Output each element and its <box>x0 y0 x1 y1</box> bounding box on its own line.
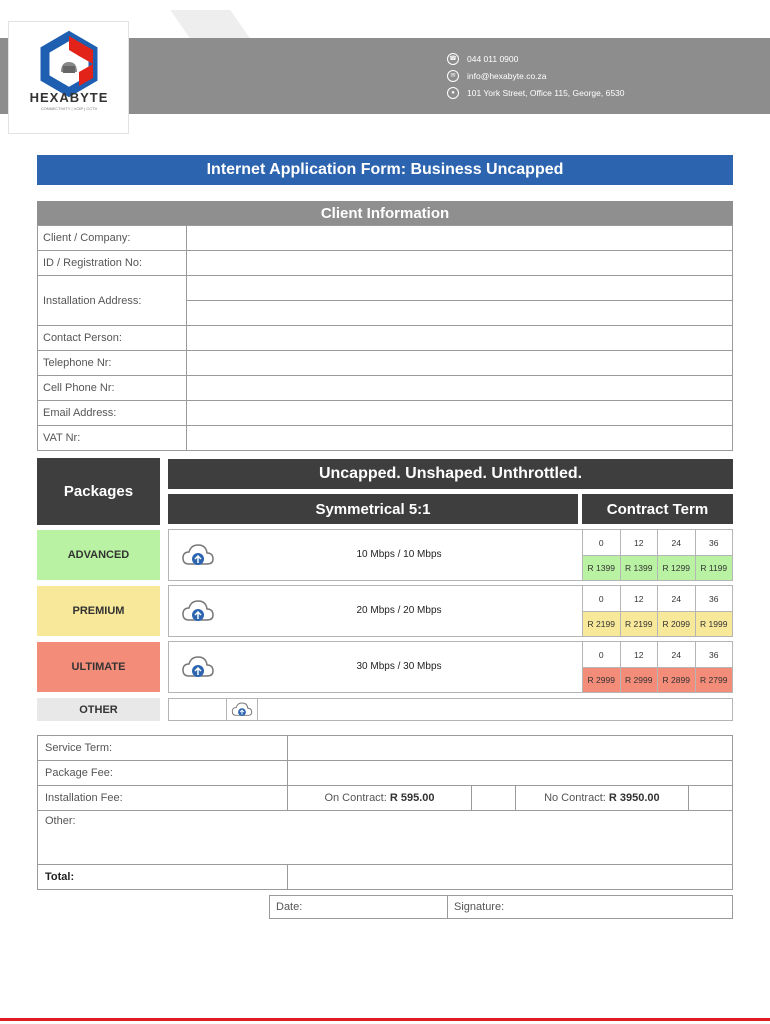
term-24: 24 <box>657 642 695 667</box>
other-icon-cell <box>227 699 258 720</box>
header-decoration <box>170 10 250 38</box>
email-label: Email Address: <box>38 401 187 426</box>
package-fee-field[interactable] <box>288 761 733 786</box>
address-text: 101 York Street, Office 115, George, 6530 <box>467 88 625 98</box>
vat-field[interactable] <box>187 426 733 451</box>
term-36: 36 <box>695 586 733 611</box>
package-other-label[interactable]: OTHER <box>37 698 160 721</box>
contact-email <box>447 69 547 83</box>
vat-label: VAT Nr: <box>38 426 187 451</box>
on-contract-option <box>288 786 472 811</box>
package-speed: 20 Mbps / 20 Mbps <box>356 604 442 616</box>
service-term-label: Service Term: <box>38 736 288 761</box>
phone-icon: ☎ <box>447 53 459 65</box>
table-row <box>38 276 733 301</box>
term-36: 36 <box>695 530 733 555</box>
package-ultimate-row[interactable] <box>168 641 733 693</box>
price-cell: R 1399 <box>620 555 658 580</box>
table-row <box>38 761 733 786</box>
price-grid <box>582 530 732 580</box>
logo-tagline: CONNECTIVITY | VOIP | CCTV <box>40 106 98 111</box>
installation-address-field-2[interactable] <box>187 301 733 326</box>
installation-address-label: Installation Address: <box>38 276 187 326</box>
total-label: Total: <box>38 865 288 890</box>
package-other-row[interactable] <box>168 698 733 721</box>
client-info-table <box>37 225 733 451</box>
price-grid <box>582 586 732 636</box>
contact-person-label: Contact Person: <box>38 326 187 351</box>
form-title: Internet Application Form: Business Uncapped <box>37 155 733 185</box>
contact-person-field[interactable] <box>187 326 733 351</box>
other-label: Other: <box>45 815 76 827</box>
table-row <box>38 426 733 451</box>
client-company-label: Client / Company: <box>38 226 187 251</box>
other-notes-field[interactable] <box>38 811 733 865</box>
package-premium-label[interactable]: PREMIUM <box>37 586 160 636</box>
cell-phone-label: Cell Phone Nr: <box>38 376 187 401</box>
table-row <box>38 865 733 890</box>
table-row <box>38 251 733 276</box>
price-cell: R 2099 <box>657 611 695 636</box>
price-cell: R 2999 <box>582 667 620 692</box>
service-term-field[interactable] <box>288 736 733 761</box>
total-field[interactable] <box>288 865 733 890</box>
package-advanced-row[interactable] <box>168 529 733 581</box>
email-text: info@hexabyte.co.za <box>467 71 547 81</box>
table-row <box>38 786 733 811</box>
price-cell: R 1399 <box>582 555 620 580</box>
no-contract-label: No Contract: <box>544 792 606 804</box>
contract-term-heading: Contract Term <box>582 494 733 524</box>
client-info-heading: Client Information <box>37 201 733 225</box>
fees-table <box>37 735 733 890</box>
term-0: 0 <box>582 586 620 611</box>
price-grid <box>582 642 732 692</box>
email-field[interactable] <box>187 401 733 426</box>
package-speed: 10 Mbps / 10 Mbps <box>356 548 442 560</box>
cloud-upload-icon <box>181 654 215 680</box>
client-company-field[interactable] <box>187 226 733 251</box>
price-cell: R 2999 <box>620 667 658 692</box>
id-registration-field[interactable] <box>187 251 733 276</box>
package-speed: 30 Mbps / 30 Mbps <box>356 660 442 672</box>
price-cell: R 1199 <box>695 555 733 580</box>
package-ultimate-label[interactable]: ULTIMATE <box>37 642 160 692</box>
package-premium-row[interactable] <box>168 585 733 637</box>
contact-phone <box>447 52 518 66</box>
symmetrical-heading: Symmetrical 5:1 <box>168 494 578 524</box>
other-package-field[interactable] <box>258 699 732 720</box>
price-cell: R 2899 <box>657 667 695 692</box>
signature-block <box>269 895 733 919</box>
table-row <box>38 811 733 865</box>
package-fee-label: Package Fee: <box>38 761 288 786</box>
on-contract-checkbox[interactable] <box>471 786 515 811</box>
mail-icon: ✉ <box>447 70 459 82</box>
other-checkbox[interactable] <box>169 699 227 720</box>
company-logo <box>8 21 129 134</box>
cloud-upload-icon <box>231 701 253 718</box>
term-12: 12 <box>620 586 658 611</box>
price-cell: R 2799 <box>695 667 733 692</box>
term-12: 12 <box>620 642 658 667</box>
package-advanced-label[interactable]: ADVANCED <box>37 530 160 580</box>
no-contract-checkbox[interactable] <box>688 786 732 811</box>
on-contract-label: On Contract: <box>324 792 387 804</box>
uncapped-tagline: Uncapped. Unshaped. Unthrottled. <box>168 459 733 489</box>
hexabyte-logo-icon <box>9 22 130 135</box>
installation-fee-label: Installation Fee: <box>38 786 288 811</box>
term-36: 36 <box>695 642 733 667</box>
table-row <box>38 226 733 251</box>
price-cell: R 1999 <box>695 611 733 636</box>
no-contract-value: R 3950.00 <box>608 792 660 804</box>
table-row <box>38 351 733 376</box>
telephone-label: Telephone Nr: <box>38 351 187 376</box>
on-contract-value: R 595.00 <box>389 792 435 804</box>
logo-wordmark: HEXABYTE <box>29 90 109 105</box>
id-registration-label: ID / Registration No: <box>38 251 187 276</box>
term-24: 24 <box>657 530 695 555</box>
signature-field[interactable] <box>448 896 732 918</box>
location-icon: ● <box>447 87 459 99</box>
cloud-upload-icon <box>181 598 215 624</box>
table-row <box>38 401 733 426</box>
price-cell: R 2199 <box>620 611 658 636</box>
table-row <box>38 736 733 761</box>
signature-label: Signature: <box>454 901 505 913</box>
term-0: 0 <box>582 530 620 555</box>
price-cell: R 1299 <box>657 555 695 580</box>
installation-address-field-1[interactable] <box>187 276 733 301</box>
footer-red-line <box>0 1018 770 1021</box>
date-field[interactable] <box>270 896 448 918</box>
no-contract-option <box>516 786 689 811</box>
phone-text: 044 011 0900 <box>467 54 519 64</box>
table-row <box>38 376 733 401</box>
contact-address <box>447 86 625 100</box>
packages-heading: Packages <box>37 458 160 525</box>
price-cell: R 2199 <box>582 611 620 636</box>
term-12: 12 <box>620 530 658 555</box>
term-0: 0 <box>582 642 620 667</box>
cloud-upload-icon <box>181 542 215 568</box>
cell-phone-field[interactable] <box>187 376 733 401</box>
term-24: 24 <box>657 586 695 611</box>
table-row <box>38 326 733 351</box>
telephone-field[interactable] <box>187 351 733 376</box>
date-label: Date: <box>276 901 303 913</box>
